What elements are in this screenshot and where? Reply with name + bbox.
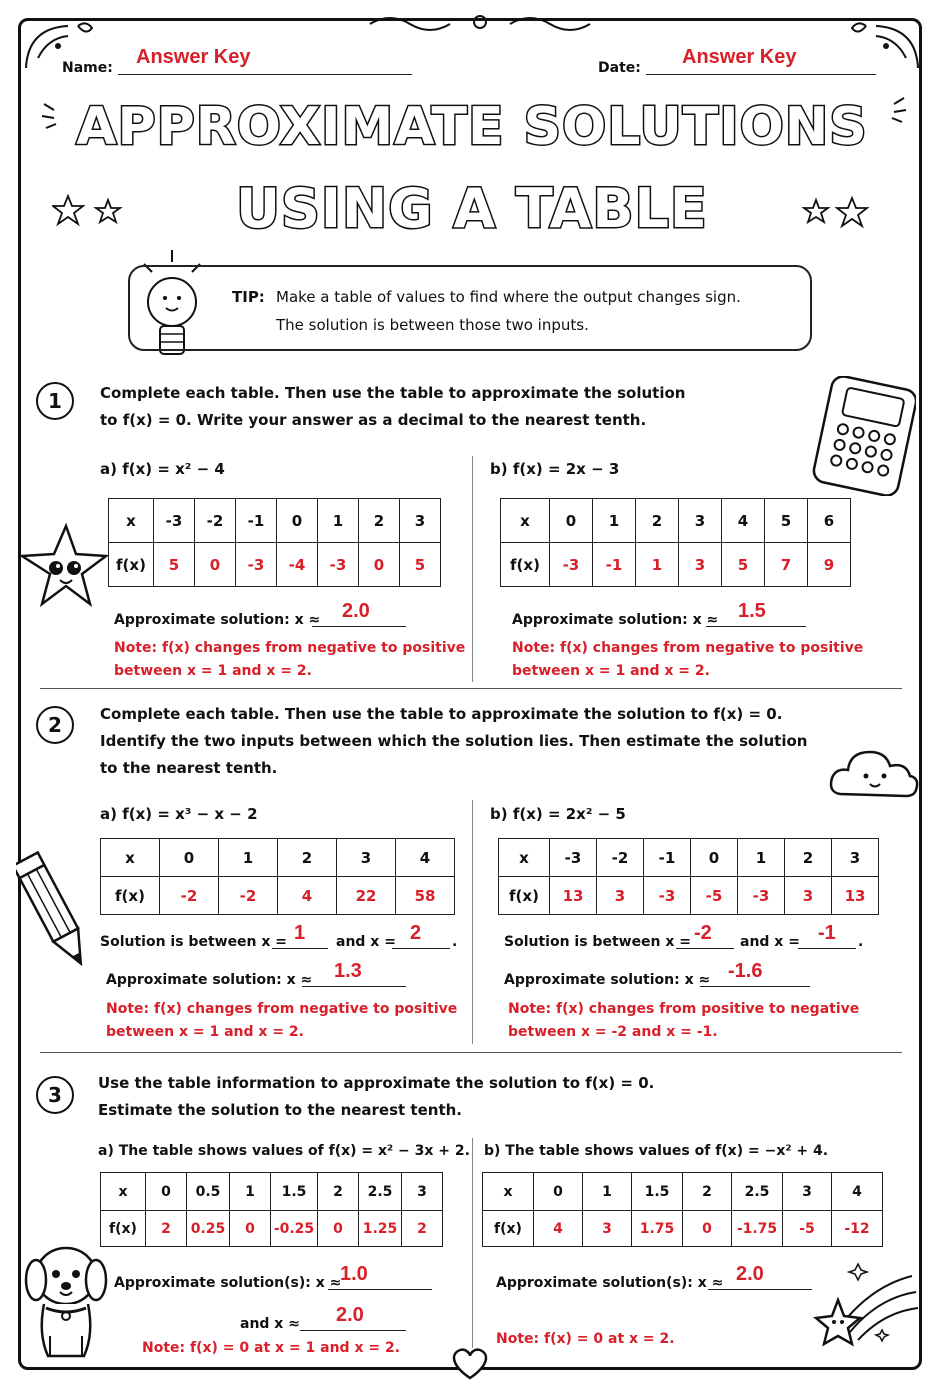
table-answer-cell[interactable]: 4 <box>278 877 337 915</box>
q2b-and-label: and x = <box>740 934 800 950</box>
q2b-function: b) f(x) = 2x² − 5 <box>490 805 626 823</box>
q2b-between-value1[interactable]: -2 <box>694 922 712 944</box>
table-cell: 2.5 <box>359 1173 402 1211</box>
table-answer-cell[interactable]: 5 <box>400 543 441 587</box>
table-cell: 0 <box>277 499 318 543</box>
table-value-cell: 0 <box>230 1211 271 1247</box>
q3a-solution-label: Approximate solution(s): x ≈ <box>114 1275 342 1291</box>
page-title-line1: APPROXIMATE SOLUTIONS <box>76 97 868 157</box>
stars-icon <box>52 192 132 232</box>
table-value-cell: -12 <box>832 1211 883 1247</box>
column-divider <box>472 1138 473 1348</box>
q3b-solution-value[interactable]: 2.0 <box>736 1263 764 1285</box>
q2a-note-line1: Note: f(x) changes from negative to positive <box>106 1001 458 1017</box>
table-cell: 5 <box>765 499 808 543</box>
table-x-header: x <box>501 499 550 543</box>
q2a-between-label: Solution is between x = <box>100 934 288 950</box>
table-cell: 1 <box>593 499 636 543</box>
table-fx-header: f(x) <box>101 877 160 915</box>
table-answer-cell[interactable]: -5 <box>691 877 738 915</box>
question-number-3: 3 <box>36 1076 74 1114</box>
tip-box <box>128 265 812 351</box>
table-answer-cell[interactable]: 0 <box>359 543 400 587</box>
date-value[interactable]: Answer Key <box>682 46 797 68</box>
question-number-2: 2 <box>36 706 74 744</box>
table-answer-cell[interactable]: 1 <box>636 543 679 587</box>
table-cell: 2 <box>278 839 337 877</box>
table-value-cell: 2 <box>402 1211 443 1247</box>
q2b-solution-value[interactable]: -1.6 <box>728 960 763 982</box>
table-answer-cell[interactable]: -3 <box>738 877 785 915</box>
q2a-and-label: and x = <box>336 934 396 950</box>
q2b-solution-label: Approximate solution: x ≈ <box>504 972 711 988</box>
q2a-between-value2[interactable]: 2 <box>410 922 422 944</box>
table-value-cell: 0 <box>318 1211 359 1247</box>
q2a-table <box>100 838 455 915</box>
table-cell: 0.5 <box>187 1173 230 1211</box>
shooting-star-icon <box>812 1256 924 1368</box>
q3-instructions-line1: Use the table information to approximate the solution to f(x) = 0. <box>98 1074 655 1092</box>
q1b-table <box>500 498 851 587</box>
table-cell: 3 <box>400 499 441 543</box>
table-cell: 0 <box>534 1173 583 1211</box>
table-cell: -2 <box>195 499 236 543</box>
section-divider <box>40 1052 902 1053</box>
table-value-cell: -1.75 <box>732 1211 783 1247</box>
table-cell: -3 <box>550 839 597 877</box>
table-value-cell: 1.75 <box>632 1211 683 1247</box>
answer-line <box>392 948 450 949</box>
q2a-solution-label: Approximate solution: x ≈ <box>106 972 313 988</box>
table-cell: -1 <box>644 839 691 877</box>
sparkle-lines-icon <box>880 90 910 130</box>
table-cell: 2 <box>636 499 679 543</box>
table-cell: 1 <box>219 839 278 877</box>
date-line <box>646 74 876 75</box>
table-cell: 3 <box>679 499 722 543</box>
table-x-header: x <box>499 839 550 877</box>
q3a-solution-value1[interactable]: 1.0 <box>340 1263 368 1285</box>
q1b-solution-label: Approximate solution: x ≈ <box>512 612 719 628</box>
table-answer-cell[interactable]: -4 <box>277 543 318 587</box>
table-cell: 0 <box>146 1173 187 1211</box>
table-answer-cell[interactable]: 7 <box>765 543 808 587</box>
calculator-icon <box>812 376 916 496</box>
table-cell: -2 <box>597 839 644 877</box>
table-cell: -3 <box>154 499 195 543</box>
top-border-swirl-icon <box>360 10 600 34</box>
q3a-and-label: and x ≈ <box>240 1316 300 1332</box>
table-value-cell: 0.25 <box>187 1211 230 1247</box>
answer-line <box>302 986 406 987</box>
table-value-cell: -5 <box>783 1211 832 1247</box>
table-cell: 0 <box>550 499 593 543</box>
table-cell: 4 <box>832 1173 883 1211</box>
table-answer-cell[interactable]: 13 <box>550 877 597 915</box>
q1a-function: a) f(x) = x² − 4 <box>100 460 225 478</box>
table-x-header: x <box>109 499 154 543</box>
q1b-function: b) f(x) = 2x − 3 <box>490 460 620 478</box>
table-cell: 3 <box>783 1173 832 1211</box>
table-value-cell: 4 <box>534 1211 583 1247</box>
table-cell: 2 <box>318 1173 359 1211</box>
q1a-table <box>108 498 441 587</box>
q1b-solution-value[interactable]: 1.5 <box>738 600 766 622</box>
table-cell: 1 <box>230 1173 271 1211</box>
q3a-note: Note: f(x) = 0 at x = 1 and x = 2. <box>142 1340 401 1356</box>
table-cell: 1 <box>583 1173 632 1211</box>
table-answer-cell[interactable]: -3 <box>236 543 277 587</box>
table-value-cell: 2 <box>146 1211 187 1247</box>
table-answer-cell[interactable]: 3 <box>785 877 832 915</box>
q2b-note-line2: between x = -2 and x = -1. <box>508 1024 718 1040</box>
tip-line2: The solution is between those two inputs. <box>276 316 589 334</box>
table-cell: 0 <box>160 839 219 877</box>
answer-line <box>328 1289 432 1290</box>
table-fx-header: f(x) <box>109 543 154 587</box>
table-answer-cell[interactable]: -3 <box>550 543 593 587</box>
table-cell: 4 <box>722 499 765 543</box>
table-value-cell: 1.25 <box>359 1211 402 1247</box>
table-cell: 2.5 <box>732 1173 783 1211</box>
table-cell: 4 <box>396 839 455 877</box>
table-cell: 6 <box>808 499 851 543</box>
q2b-between-label: Solution is between x = <box>504 934 692 950</box>
table-cell: 1.5 <box>632 1173 683 1211</box>
table-cell: -1 <box>236 499 277 543</box>
q2a-note-line2: between x = 1 and x = 2. <box>106 1024 304 1040</box>
table-answer-cell[interactable]: 3 <box>679 543 722 587</box>
answer-line <box>272 948 328 949</box>
answer-line <box>700 986 810 987</box>
q2b-between-value2[interactable]: -1 <box>818 922 836 944</box>
name-value[interactable]: Answer Key <box>136 46 251 68</box>
column-divider <box>472 800 473 1044</box>
puppy-icon <box>20 1232 112 1366</box>
table-answer-cell[interactable]: 13 <box>832 877 879 915</box>
q2b-table <box>498 838 879 915</box>
pencil-icon <box>16 848 92 978</box>
table-cell: 1 <box>738 839 785 877</box>
page-title-line2: USING A TABLE <box>236 177 708 240</box>
section-divider <box>40 688 902 689</box>
period: . <box>452 934 458 950</box>
column-divider <box>472 456 473 682</box>
cloud-character-icon <box>826 740 926 804</box>
table-x-header: x <box>483 1173 534 1211</box>
table-answer-cell[interactable]: 9 <box>808 543 851 587</box>
q2a-between-value1[interactable]: 1 <box>294 922 306 944</box>
answer-line <box>300 1330 406 1331</box>
table-cell: 2 <box>785 839 832 877</box>
q3-instructions-line2: Estimate the solution to the nearest tenth. <box>98 1101 462 1119</box>
table-answer-cell[interactable]: 22 <box>337 877 396 915</box>
q1a-solution-value[interactable]: 2.0 <box>342 600 370 622</box>
stars-icon <box>800 192 880 232</box>
table-answer-cell[interactable]: 58 <box>396 877 455 915</box>
q2b-note-line1: Note: f(x) changes from positive to negative <box>508 1001 860 1017</box>
table-answer-cell[interactable]: 5 <box>154 543 195 587</box>
question-number-1: 1 <box>36 382 74 420</box>
q1a-note-line1: Note: f(x) changes from negative to positive <box>114 640 466 656</box>
name-label: Name: <box>62 60 113 76</box>
star-character-icon <box>14 520 110 610</box>
q2-instructions-line2: Identify the two inputs between which the solution lies. Then estimate the solution <box>100 732 808 750</box>
table-value-cell: -0.25 <box>271 1211 318 1247</box>
corner-swirl-icon <box>806 18 926 78</box>
answer-line <box>798 948 856 949</box>
table-fx-header: f(x) <box>499 877 550 915</box>
q3a-table <box>100 1172 443 1247</box>
table-answer-cell[interactable]: 0 <box>195 543 236 587</box>
table-cell: 3 <box>337 839 396 877</box>
q3b-note: Note: f(x) = 0 at x = 2. <box>496 1331 675 1347</box>
table-cell: 3 <box>832 839 879 877</box>
answer-line <box>706 626 806 627</box>
q2a-solution-value[interactable]: 1.3 <box>334 960 362 982</box>
tip-label: TIP: <box>232 288 265 306</box>
date-label: Date: <box>598 60 641 76</box>
table-value-cell: 0 <box>683 1211 732 1247</box>
table-fx-header: f(x) <box>101 1211 146 1247</box>
answer-line <box>708 1289 812 1290</box>
q1b-note-line2: between x = 1 and x = 2. <box>512 663 710 679</box>
heart-icon <box>448 1346 492 1382</box>
tip-line1: Make a table of values to find where the output changes sign. <box>276 288 741 306</box>
q3b-table <box>482 1172 883 1247</box>
answer-line <box>676 948 734 949</box>
table-answer-cell[interactable]: -2 <box>219 877 278 915</box>
table-x-header: x <box>101 1173 146 1211</box>
q1-instructions-line1: Complete each table. Then use the table to approximate the solution <box>100 384 686 402</box>
q2-instructions-line3: to the nearest tenth. <box>100 759 278 777</box>
table-cell: 3 <box>402 1173 443 1211</box>
table-cell: 1.5 <box>271 1173 318 1211</box>
name-line <box>118 74 412 75</box>
table-answer-cell[interactable]: 3 <box>597 877 644 915</box>
answer-line <box>312 626 406 627</box>
q2a-function: a) f(x) = x³ − x − 2 <box>100 805 258 823</box>
table-value-cell: 3 <box>583 1211 632 1247</box>
table-answer-cell[interactable]: 5 <box>722 543 765 587</box>
q1a-solution-label: Approximate solution: x ≈ <box>114 612 321 628</box>
table-cell: 0 <box>691 839 738 877</box>
table-cell: 2 <box>683 1173 732 1211</box>
table-answer-cell[interactable]: -2 <box>160 877 219 915</box>
q1a-note-line2: between x = 1 and x = 2. <box>114 663 312 679</box>
table-answer-cell[interactable]: -3 <box>318 543 359 587</box>
q3a-function: a) The table shows values of f(x) = x² − 3x + 2. <box>98 1143 470 1159</box>
q2-instructions-line1: Complete each table. Then use the table to approximate the solution to f(x) = 0. <box>100 705 783 723</box>
q3b-solution-label: Approximate solution(s): x ≈ <box>496 1275 724 1291</box>
table-fx-header: f(x) <box>483 1211 534 1247</box>
table-answer-cell[interactable]: -1 <box>593 543 636 587</box>
table-answer-cell[interactable]: -3 <box>644 877 691 915</box>
period: . <box>858 934 864 950</box>
q1b-note-line1: Note: f(x) changes from negative to positive <box>512 640 864 656</box>
table-cell: 2 <box>359 499 400 543</box>
q3b-function: b) The table shows values of f(x) = −x² + 4. <box>484 1143 829 1159</box>
q1-instructions-line2: to f(x) = 0. Write your answer as a decimal to the nearest tenth. <box>100 411 647 429</box>
sparkle-lines-icon <box>40 96 70 136</box>
table-x-header: x <box>101 839 160 877</box>
q3a-solution-value2[interactable]: 2.0 <box>336 1304 364 1326</box>
table-cell: 1 <box>318 499 359 543</box>
table-fx-header: f(x) <box>501 543 550 587</box>
